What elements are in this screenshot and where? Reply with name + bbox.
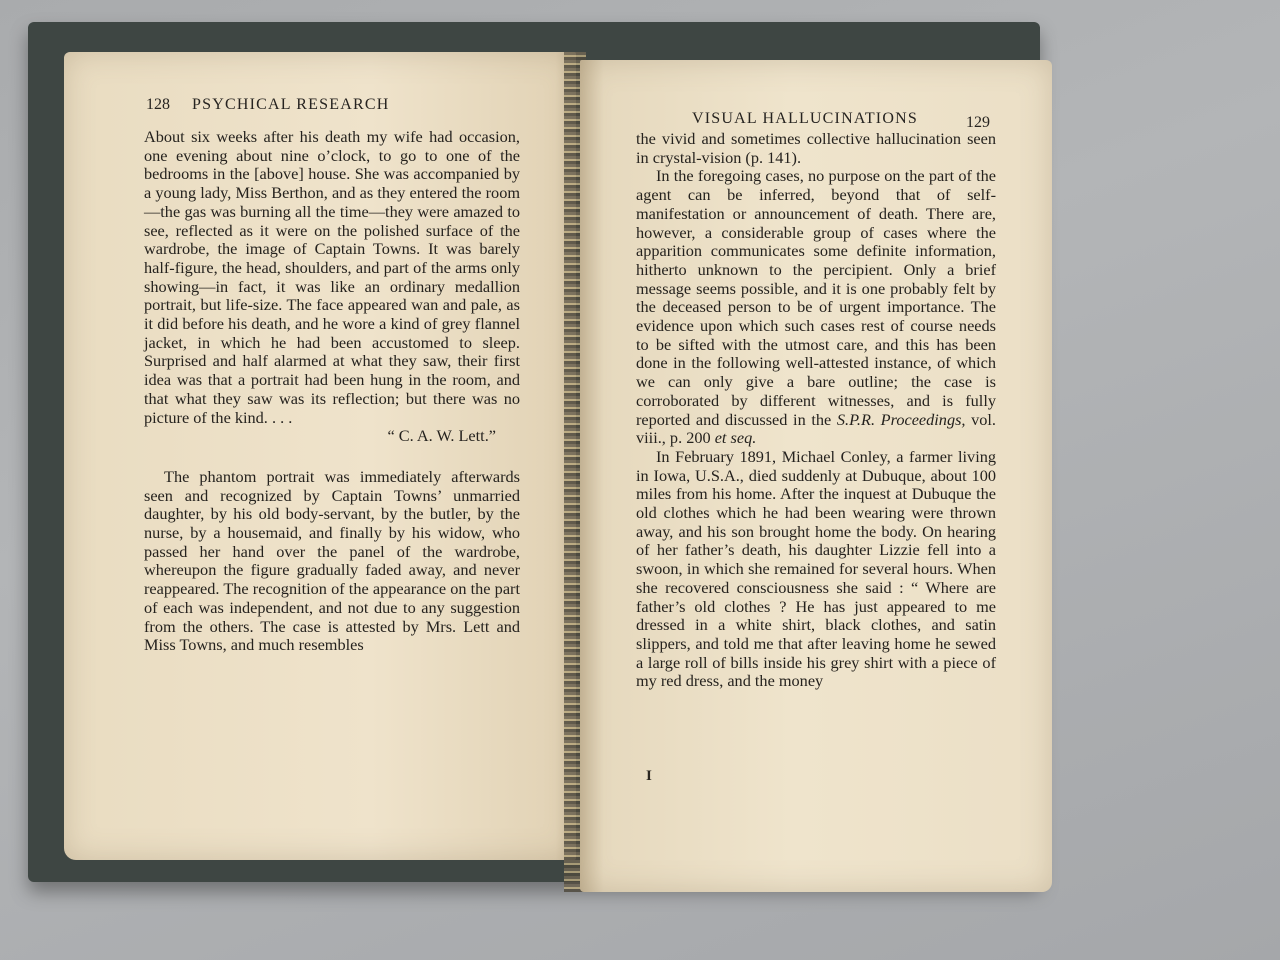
- signature-mark: I: [646, 768, 652, 784]
- body-paragraph: [636, 167, 996, 448]
- page-number-left: 128: [146, 96, 170, 113]
- signature: “ C. A. W. Lett.”: [387, 426, 496, 446]
- paragraph-text: vol. viii., p. 200: [636, 409, 997, 448]
- body-paragraph: About six weeks after his death my wife had occasion, one evening about nine o’clock, to go to one of the bedrooms in the [above] house. She was accompanied by a young lady, Miss Berthon, and as they entered the room—the gas was burning all the time—they were amazed to see, reflected as it were on the polished surface of the wardrobe, the image of Captain Towns. It was barely half-figure, the head, shoulders, and part of the arms only showing—in fact, it was like an ordinary medallion portrait, but life-size. The face appeared wan and pale, as it did before his death, and he wore a kind of grey flannel jacket, in which he had been accustomed to sleep. Surprised and half alarmed at what they saw, their first idea was that a portrait had been hung in the room, and that what they saw was its reflection; but there was no picture of the kind. . . .: [144, 127, 520, 427]
- body-paragraph: The phantom portrait was immediately afterwards seen and recognized by Captain Towns’ unmarried daughter, by his old body-servant, by the butler, by the nurse, by a housemaid, and finally by his widow, who passed her hand over the panel of the wardrobe, whereupon the figure gradually faded away, and never reappeared. The recognition of the appearance on the part of each was independent, and not due to any suggestion from the others. The case is attested by Mrs. Lett and Miss Towns, and much resembles: [144, 466, 520, 655]
- body-paragraph: the vivid and sometimes collective hallucination seen in crystal-vision (p. 141).: [636, 129, 996, 167]
- left-page-body: [144, 128, 520, 655]
- left-page: [64, 52, 576, 860]
- book-cover: [28, 22, 1040, 882]
- paragraph-text: In the foregoing cases, no purpose on the part of the agent can be inferred, beyond that of self-manifestation or announcement of death. There are, however, a considerable group of cases where the apparition communicates some definite information, hitherto unknown to the percipient. Only a brief message seems possible, and it is one probably felt by the deceased person to be of urgent importance. The evidence upon which such cases rest of course needs to be sifted with the utmost care, and this has been done in the following well-attested instance, of which we can only give a bare outline; the case is corroborated by different witnesses, and is fully reported and discussed in the: [636, 166, 996, 429]
- journal-reference: S.P.R. Proceedings,: [836, 409, 966, 429]
- body-paragraph: In February 1891, Michael Conley, a farmer living in Iowa, U.S.A., died suddenly at Dubuque, about 100 miles from his home. After the inquest at Dubuque the old clothes which he had been wearing were thrown away, and his son brought home the body. On hearing of her father’s death, his daughter Lizzie fell into a swoon, in which she remained for several hours. When she recovered consciousness she said : “ Where are father’s old clothes ? He has just appeared to me dressed in a white shirt, black clothes, and satin slippers, and told me that after leaving home he sewed a large roll of bills inside his grey shirt with a piece of my red dress, and the money: [636, 446, 996, 691]
- page-number-right: 129: [966, 114, 990, 131]
- running-head-left: PSYCHICAL RESEARCH: [192, 96, 390, 113]
- running-head-right: VISUAL HALLUCINATIONS: [692, 110, 918, 127]
- et-seq: et seq.: [714, 428, 757, 448]
- right-page-body: [636, 130, 996, 691]
- right-page: [580, 60, 1052, 892]
